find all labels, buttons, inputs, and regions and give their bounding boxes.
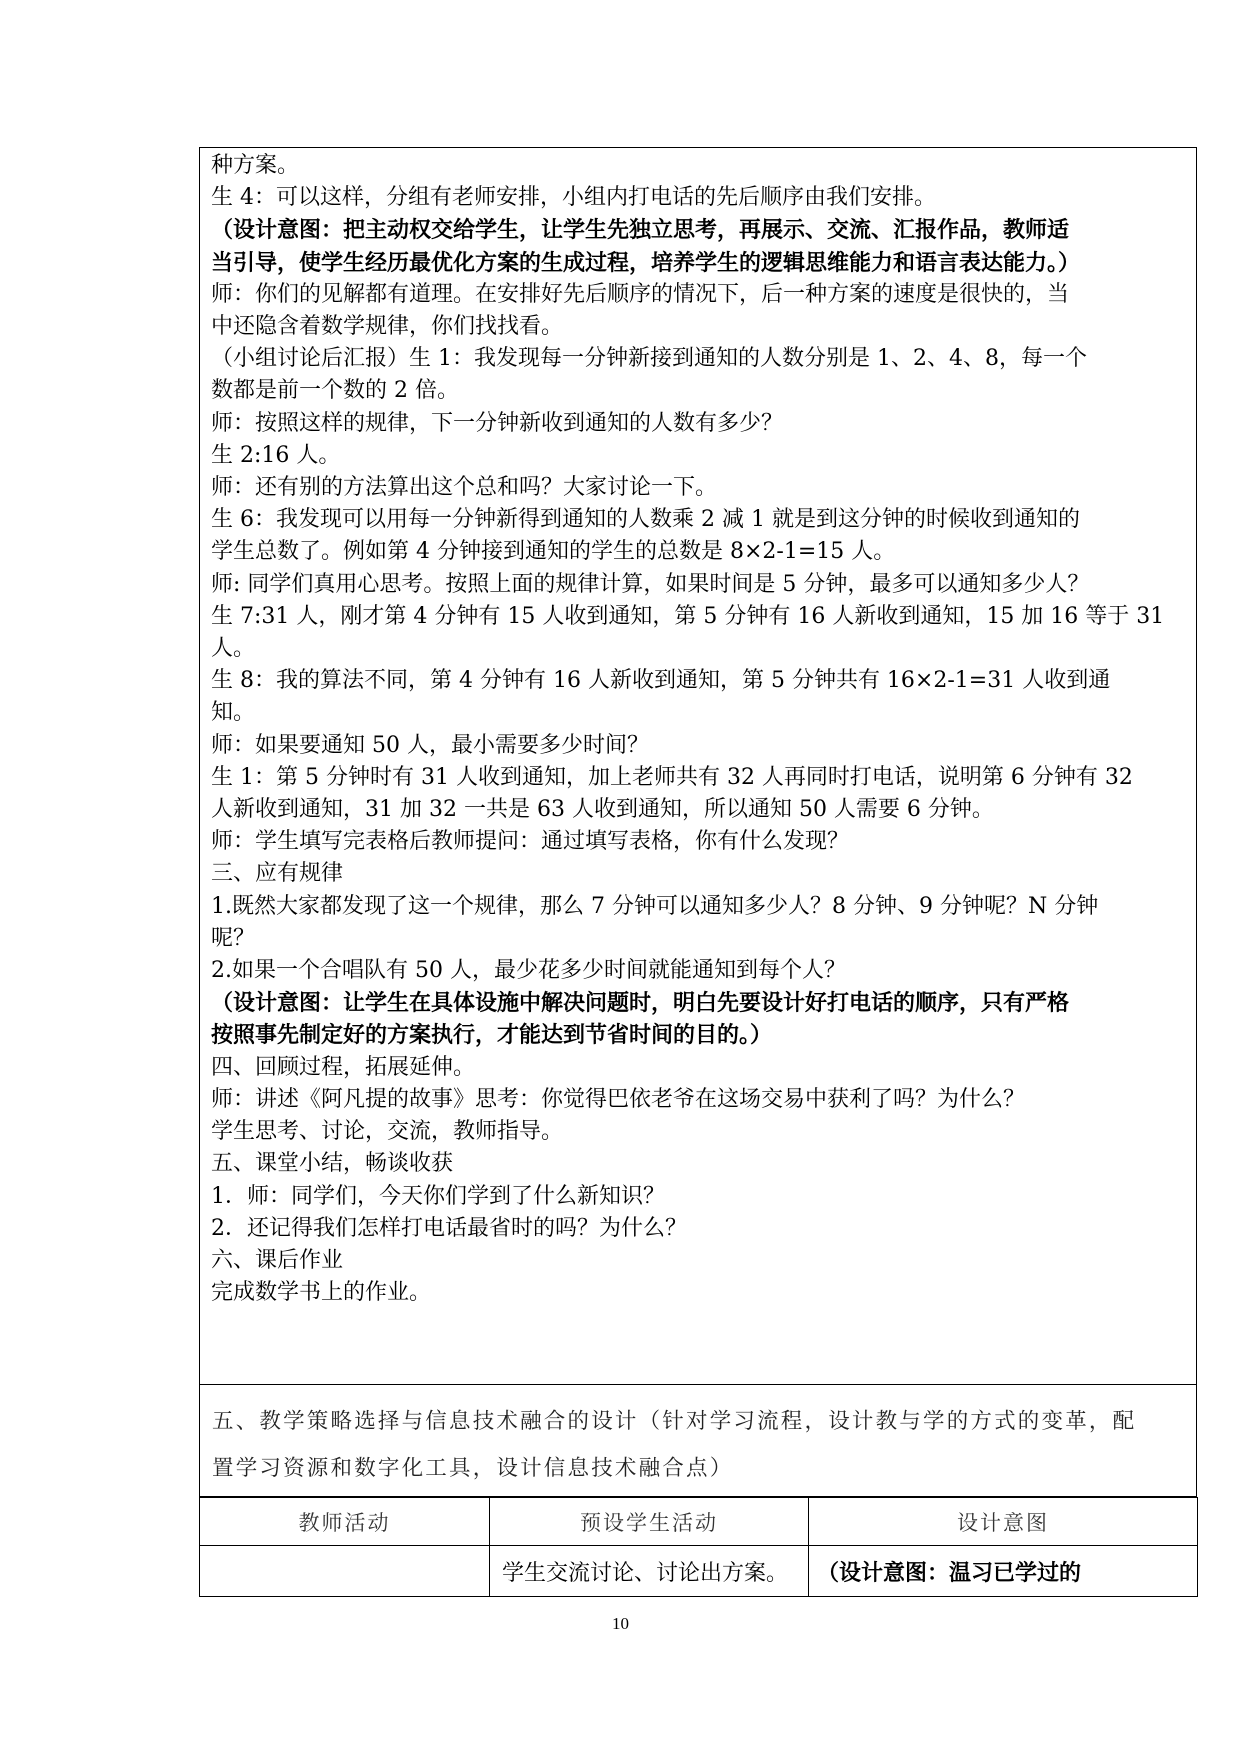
text-line: 生 6：我发现可以用每一分钟新得到通知的人数乘 2 减 1 就是到这分钟的时候收到通知的: [211, 507, 1080, 533]
text-line: 学生思考、讨论，交流，教师指导。: [211, 1119, 564, 1145]
text-line: 六、课后作业: [211, 1247, 344, 1273]
text-line: （设计意图：把主动权交给学生，让学生先独立思考，再展示、交流、汇报作品，教师适: [211, 217, 1070, 244]
page-number: 10: [612, 1614, 629, 1633]
text-line: 师：你们的见解都有道理。在安排好先后顺序的情况下，后一种方案的速度是很快的，当: [211, 281, 1070, 307]
section-five-line-2: 置学习资源和数字化工具，设计信息技术融合点）: [212, 1456, 734, 1481]
text-line: 2．还记得我们怎样打电话最省时的吗？为什么？: [211, 1215, 687, 1241]
text-line: 完成数学书上的作业。: [211, 1280, 432, 1306]
header-teacher-activity: 教师活动: [200, 1498, 490, 1546]
activity-table: [199, 1497, 1198, 1597]
text-line: 师：还有别的方法算出这个总和吗？大家讨论一下。: [211, 475, 718, 501]
text-line: 生 4：可以这样，分组有老师安排，小组内打电话的先后顺序由我们安排。: [211, 185, 936, 211]
text-line: 1．师：同学们，今天你们学到了什么新知识？: [211, 1183, 665, 1209]
table-header-row: [200, 1498, 1198, 1546]
text-line: 1.既然大家都发现了这一个规律，那么 7 分钟可以通知多少人？8 分钟、9 分钟呢？N 分钟: [211, 893, 1099, 919]
text-line: 三、应有规律: [211, 861, 344, 887]
text-line: 人。: [211, 636, 256, 662]
text-line: 生 7:31 人，刚才第 4 分钟有 15 人收到通知，第 5 分钟有 16 人新收到通知，15 加 16 等于 31: [211, 603, 1165, 629]
header-student-activity: 预设学生活动: [490, 1498, 809, 1546]
text-line: 学生总数了。例如第 4 分钟接到通知的学生的总数是 8×2-1=15 人。: [211, 539, 896, 565]
text-line: 呢？: [211, 925, 256, 951]
text-line: 师：如果要通知 50 人，最小需要多少时间？: [211, 732, 649, 758]
text-line: 生 2:16 人。: [211, 442, 341, 468]
cell-student-activity: 学生交流讨论、讨论出方案。: [490, 1546, 809, 1597]
text-line: 师: 同学们真用心思考。按照上面的规律计算，如果时间是 5 分钟，最多可以通知多少人？: [211, 571, 1090, 597]
text-line: 中还隐含着数学规律，你们找找看。: [211, 314, 564, 340]
text-line: 四、回顾过程，拓展延伸。: [211, 1054, 476, 1080]
text-line: 生 1：第 5 分钟时有 31 人收到通知，加上老师共有 32 人再同时打电话，说明第 6 分钟有 32: [211, 764, 1133, 790]
cell-teacher-activity: [200, 1546, 490, 1597]
text-line: 人新收到通知，31 加 32 一共是 63 人收到通知，所以通知 50 人需要 6 分钟。: [211, 797, 994, 823]
section-five-heading: [199, 1385, 1197, 1497]
lesson-content: [211, 150, 1195, 1309]
text-line: 知。: [211, 700, 256, 726]
text-line: 师：按照这样的规律，下一分钟新收到通知的人数有多少？: [211, 410, 784, 436]
text-line: （设计意图：让学生在具体设施中解决问题时，明白先要设计好打电话的顺序，只有严格: [211, 990, 1070, 1017]
text-line: 当引导，使学生经历最优化方案的生成过程，培养学生的逻辑思维能力和语言表达能力。）: [211, 249, 1081, 276]
cell-design-intent: （设计意图：温习已学过的: [809, 1546, 1198, 1597]
text-line: 师：学生填写完表格后教师提问：通过填写表格，你有什么发现？: [211, 829, 850, 855]
header-design-intent: 设计意图: [809, 1498, 1198, 1546]
section-five-line-1: 五、教学策略选择与信息技术融合的设计（针对学习流程，设计教与学的方式的变革，配: [212, 1409, 1137, 1434]
text-line: （小组讨论后汇报）生 1：我发现每一分钟新接到通知的人数分别是 1、2、4、8，每一个: [211, 346, 1087, 372]
text-line: 五、课堂小结，畅谈收获: [211, 1151, 454, 1177]
text-line: 按照事先制定好的方案执行，才能达到节省时间的目的。）: [211, 1022, 773, 1049]
text-line: 数都是前一个数的 2 倍。: [211, 378, 459, 404]
text-line: 2.如果一个合唱队有 50 人，最少花多少时间就能通知到每个人？: [211, 958, 846, 984]
text-line: 生 8：我的算法不同，第 4 分钟有 16 人新收到通知，第 5 分钟共有 16×2-1=31 人收到通: [211, 668, 1111, 694]
text-line: 师：讲述《阿凡提的故事》思考：你觉得巴依老爷在这场交易中获利了吗？为什么？: [211, 1086, 1026, 1112]
table-row: [200, 1546, 1198, 1597]
text-line: 种方案。: [211, 153, 300, 178]
